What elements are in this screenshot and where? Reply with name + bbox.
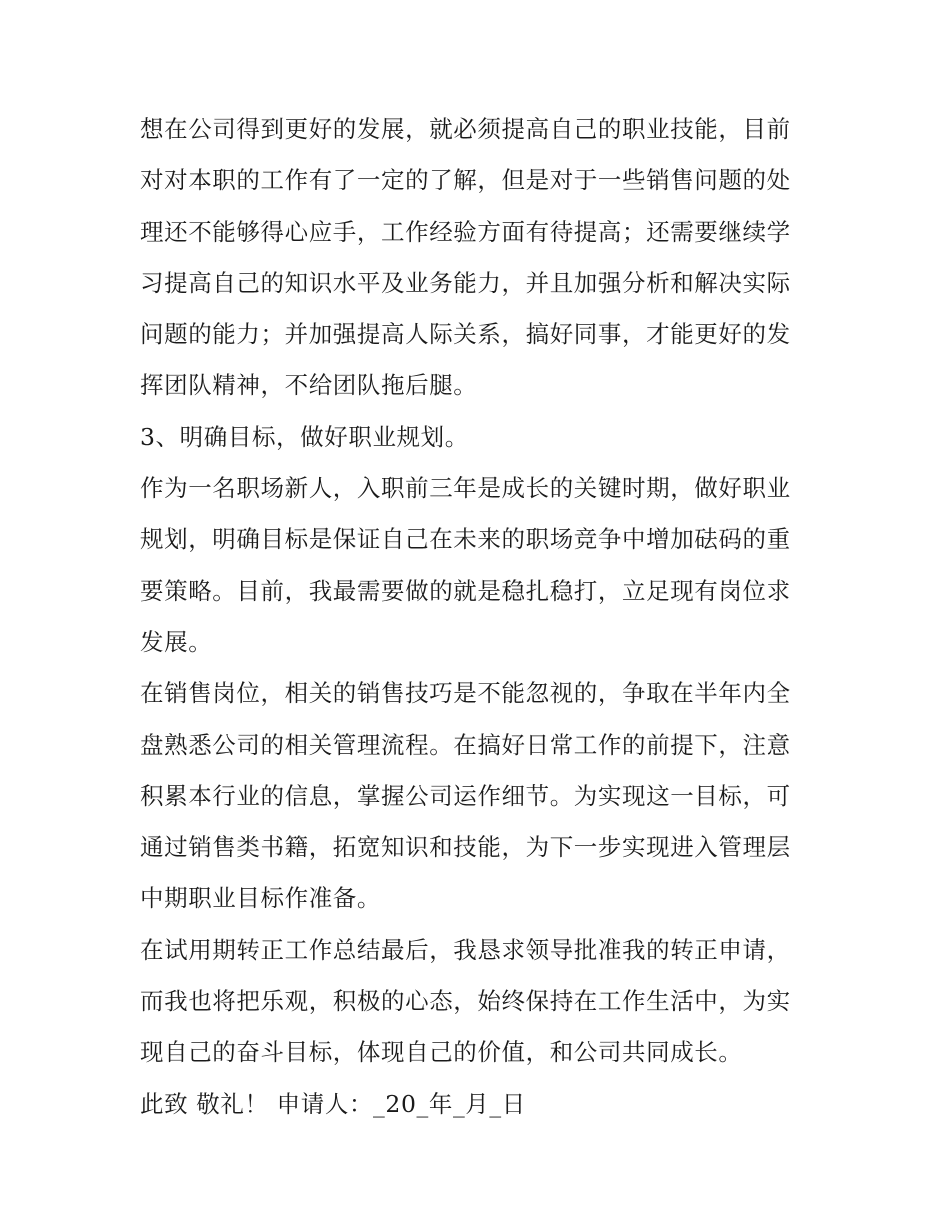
text-line: 在销售岗位，相关的销售技巧是不能忽视的，争取在半年内全 <box>140 679 791 708</box>
text-line: 规划，明确目标是保证自己在未来的职场竞争中增加砝码的重 <box>140 525 791 554</box>
text-line: 想在公司得到更好的发展，就必须提高自己的职业技能，目前 <box>140 115 791 143</box>
text-line: 习提高自己的知识水平及业务能力，并且加强分析和解决实际 <box>140 268 791 297</box>
text-line: 通过销售类书籍，拓宽知识和技能，为下一步实现进入管理层 <box>140 833 791 862</box>
closing-signature-line: 此致 敬礼！ 申请人：_20_年_月_日 <box>140 1089 526 1118</box>
text-line: 作为一名职场新人，入职前三年是成长的关键时期，做好职业 <box>140 474 791 503</box>
text-line: 发展。 <box>140 627 213 656</box>
text-line: 在试用期转正工作总结最后，我恳求领导批准我的转正申请， <box>140 935 791 964</box>
text-line: 积累本行业的信息，掌握公司运作细节。为实现这一目标，可 <box>140 781 791 810</box>
section-heading: 3、明确目标，做好职业规划。 <box>140 422 469 451</box>
text-line: 挥团队精神，不给团队拖后腿。 <box>140 371 478 400</box>
text-line: 而我也将把乐观，积极的心态，始终保持在工作生活中，为实 <box>140 987 791 1016</box>
text-line: 问题的能力；并加强提高人际关系，搞好同事，才能更好的发 <box>140 320 791 349</box>
text-line: 盘熟悉公司的相关管理流程。在搞好日常工作的前提下，注意 <box>140 730 791 759</box>
document-body <box>140 104 820 1130</box>
text-line: 现自己的奋斗目标，体现自己的价值，和公司共同成长。 <box>140 1038 743 1067</box>
text-line: 要策略。目前，我最需要做的就是稳扎稳打，立足现有岗位求 <box>140 576 791 605</box>
text-line: 中期职业目标作准备。 <box>140 884 381 913</box>
text-line: 对对本职的工作有了一定的了解，但是对于一些销售问题的处 <box>140 166 791 195</box>
text-line: 理还不能够得心应手，工作经验方面有待提高；还需要继续学 <box>140 217 791 246</box>
